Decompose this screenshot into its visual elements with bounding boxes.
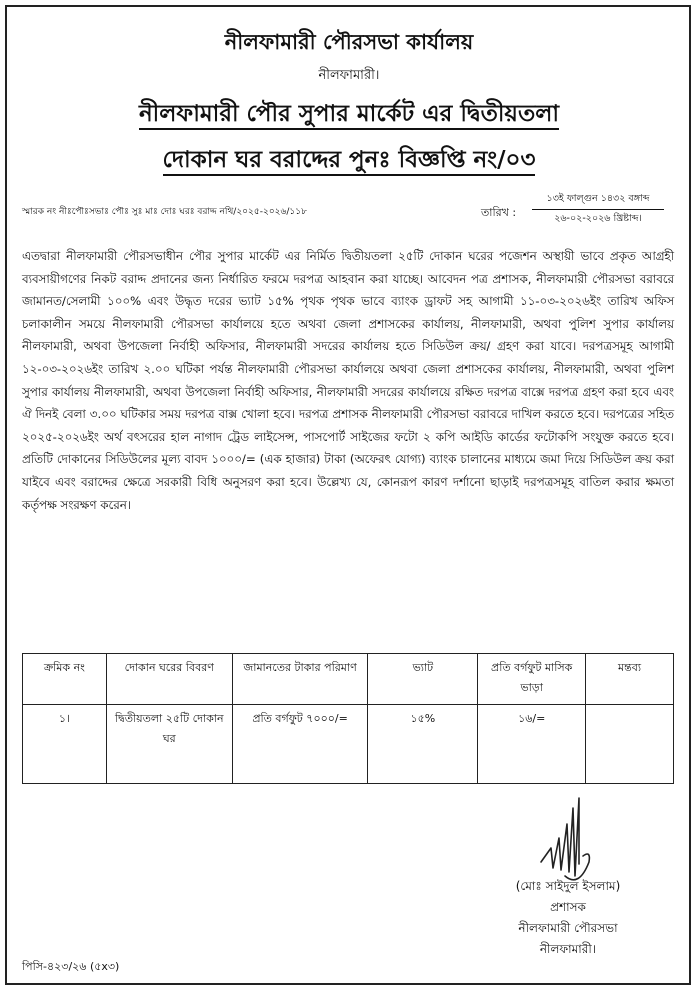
cell-remarks <box>586 705 674 784</box>
header-serial: ক্রমিক নং <box>23 654 107 705</box>
notice-body: এতদ্বারা নীলফামারী পৌরসভাধীন পৌর সুপার মার্কেট এর নির্মিত দ্বিতীয়তলা ২৫টি দোকান ঘরের পজেশন অস্থায়ী ভাবে প্রকৃত আগ্রহী ব্যবসায়ীগণের নিকট বরাদ্দ প্রদানের জন্য নির্ধারিত ফরমে দরপত্র আহবান করা যাচ্ছে। আবেদন পত্র প্রশাসক, নীলফামারী পৌরসভা বরাবরে জামানত/সেলামী ১০০% এবং উদ্ধৃত দরের ভ্যাট ১৫% পৃথক পৃথক ভাবে ব্যাংক ড্রাফট সহ আগামী ১১-০৩-২০২৬ইং তারিখ অফিস চলাকালীন সময়ে নীলফামারী পৌরসভা কার্যালয়ে হতে অথবা জেলা প্রশাসকের কার্যালয়, নীলফামারী, অথবা পুলিশ সুপার কার্যালয় নীলফামারী, অথবা উপজেলা নির্বাহী অফিসার, নীলফামারী সদরের কার্যালয় হতে সিডিউল ক্রয়/ গ্রহণ করা যাবে। দরপত্রসমূহ আগামী ১২-০৩-২০২৬ইং তারিখ ২.০০ ঘটিকা পর্যন্ত নীলফামারী পৌরসভা কার্যালয়ে অথবা জেলা প্রশাসকের কার্যালয়, নীলফামারী, অথবা পুলিশ সুপার কার্যালয় নীলফামারী, অথবা উপজেলা নির্বাহী অফিসার, নীলফামারী সদরের কার্যালয়ে রক্ষিত দরপত্র বাক্সে দরপত্র গ্রহণ করা হবে এবং ঐ দিনই বেলা ৩.০০ ঘটিকার সময় দরপত্র বাক্স খোলা হবে। দরপত্র প্রশাসক নীলফামারী পৌরসভা বরাবরে দাখিল করতে হবে। দরপত্রের সহিত ২০২৫-২০২৬ইং অর্থ বৎসরের হাল নাগাদ ট্রেড লাইসেন্স, পাসপোর্ট সাইজের ফটো ২ কপি আইডি কার্ডের ফটোকপি সংযুক্ত করতে হবে। প্রতিটি দোকানের সিডিউলের মূল্য বাবদ ১০০০/= (এক হাজার) টাকা (অফেরৎ যোগ্য) ব্যাংক চালানের মাধ্যমে জমা দিয়ে সিডিউল ক্রয় করা যাইবে এবং বরাদ্দের ক্ষেত্রে সরকারী বিধি অনুসরণ করা হবে। উল্লেখ্য যে, কোনরূপ কারণ দর্শানো ছাড়াই দরপত্রসমূহ বাতিল করার ক্ষমতা কর্তৃপক্ষ সংরক্ষণ করেন। <box>22 249 674 512</box>
header-rent: প্রতি বর্গফুট মাসিক ভাড়া <box>478 654 586 705</box>
header-description: দোকান ঘরের বিবরণ <box>106 654 232 705</box>
signatory-office: নীলফামারী পৌরসভা <box>518 921 618 935</box>
allocation-table <box>22 653 674 784</box>
table-row <box>23 705 674 784</box>
notice-title-line1: নীলফামারী পৌর সুপার মার্কেট এর দ্বিতীয়তলা <box>0 95 698 134</box>
signatory-name: (মোঃ সাইদুল ইসলাম) <box>515 879 621 893</box>
cell-vat: ১৫% <box>368 705 478 784</box>
signatory-designation: প্রশাসক <box>550 900 586 914</box>
date-box <box>532 190 664 229</box>
notice-title-line2: দোকান ঘর বরাদ্দের পুনঃ বিজ্ঞপ্তি নং/০৩ <box>0 141 698 180</box>
office-name: নীলফামারী পৌরসভা কার্যালয় <box>224 30 474 54</box>
cell-description: দ্বিতীয়তলা ২৫টি দোকান ঘর <box>106 705 232 784</box>
date-bangla: ১৩ই ফাল্গুন ১৪৩২ বঙ্গাব্দ <box>532 190 664 210</box>
cell-serial: ১। <box>23 705 107 784</box>
date-english: ২৬-০২-২০২৬ খ্রিষ্টাব্দ। <box>554 213 642 224</box>
header-remarks: মন্তব্য <box>586 654 674 705</box>
office-location: নীলফামারী। <box>318 68 380 83</box>
header-vat: ভ্যাট <box>368 654 478 705</box>
memo-reference: স্মারক নং নীঃপৌঃসভাঃ পৌঃ সুঃ মাঃ দোঃ ঘরঃ বরাদ্দ নথি/২০২৫-২০২৬/১১৮ <box>22 207 307 217</box>
table-header-row <box>23 654 674 705</box>
signature-block <box>478 876 658 960</box>
print-code: পিসি-৪২৩/২৬ (৫x৩) <box>22 960 120 973</box>
date-label: তারিখ : <box>481 206 517 219</box>
signature-image <box>535 790 595 890</box>
cell-rent: ১৬/= <box>478 705 586 784</box>
signatory-location: নীলফামারী। <box>539 942 597 956</box>
header-deposit: জামানতের টাকার পরিমাণ <box>232 654 368 705</box>
cell-deposit: প্রতি বর্গফুট ৭০০০/= <box>232 705 368 784</box>
